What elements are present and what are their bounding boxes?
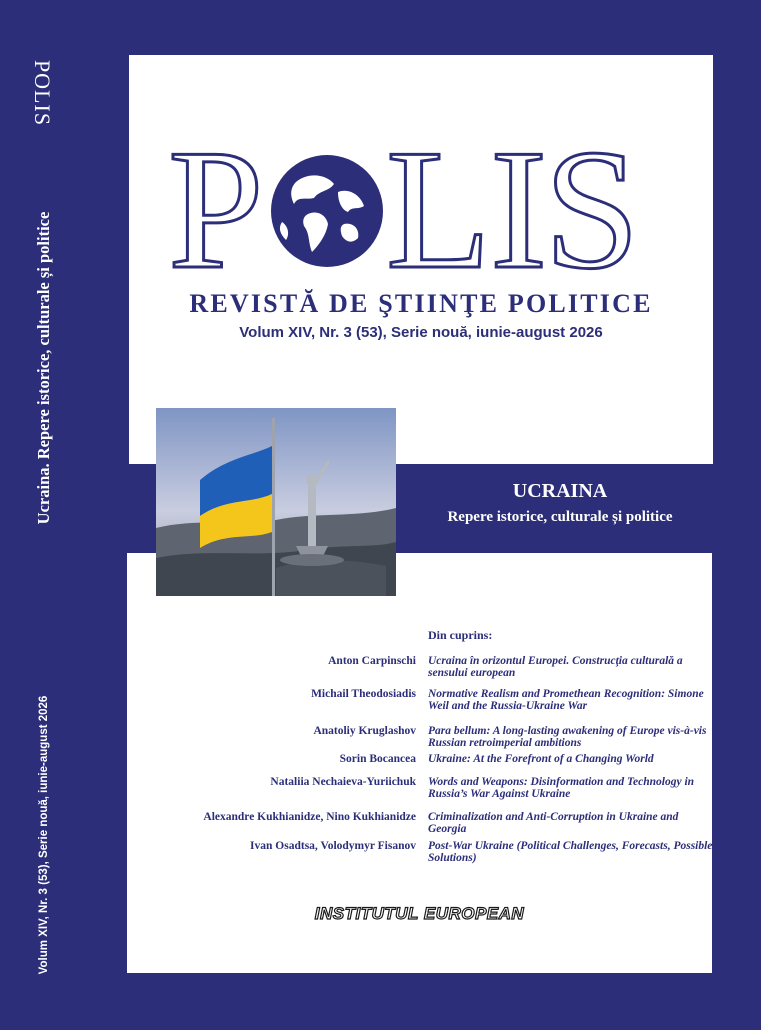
toc-article-title: Words and Weapons: Disinformation and Technology in Russia’s War Against Ukraine <box>428 776 695 800</box>
toc-author: Alexandre Kukhianidze, Nino Kukhianidze <box>203 811 416 823</box>
journal-name: REVISTĂ DE ŞTIINŢE POLITICE <box>189 289 653 318</box>
toc-article-title: Normative Realism and Promethean Recognition: Simone Weil and the Russia-Ukraine War <box>428 688 704 712</box>
kyiv-flag-photo <box>156 408 396 596</box>
toc-author: Ivan Osadtsa, Volodymyr Fisanov <box>250 840 416 852</box>
logo-letter-p: P <box>168 115 264 305</box>
spine-title: Ucraina. Repere istorice, culturale și politice <box>34 211 53 525</box>
toc-article-title: Ukraine: At the Forefront of a Changing World <box>428 753 654 765</box>
logo-letter-i: I <box>490 115 548 305</box>
toc-author: Anatoliy Kruglashov <box>313 725 416 737</box>
spine-volume: Volum XIV, Nr. 3 (53), Serie nouă, iunie-august 2026 <box>38 695 50 975</box>
issue-line: Volum XIV, Nr. 3 (53), Serie nouă, iunie-august 2026 <box>239 324 603 341</box>
globe-icon <box>268 152 386 270</box>
spine-logo: POLIS <box>30 59 55 127</box>
toc-author: Nataliia Nechaieva-Yuriichuk <box>270 776 416 788</box>
theme-subtitle: Repere istorice, culturale și politice <box>447 509 673 525</box>
toc-author: Sorin Bocancea <box>339 753 416 765</box>
toc-author: Michail Theodosiadis <box>311 688 416 700</box>
toc-author: Anton Carpinschi <box>328 655 416 667</box>
toc-article-title: Criminalization and Anti-Corruption in Ukraine and Georgia <box>428 811 679 835</box>
toc-article-title: Post-War Ukraine (Political Challenges, Forecasts, Possible Solutions) <box>428 840 713 864</box>
logo-letter-s: S <box>544 115 640 305</box>
toc-article-title: Ucraina în orizontul Europei. Construcţia culturală a sensului european <box>428 655 683 679</box>
publisher-logo: INSTITUTUL EUROPEAN <box>314 904 525 923</box>
logo-letter-l: L <box>386 115 492 305</box>
theme-title: UCRAINA <box>512 480 608 502</box>
cover-photo <box>156 408 396 596</box>
toc-heading: Din cuprins: <box>428 628 493 642</box>
toc-article-title: Para bellum: A long-lasting awakening of Europe vis-à-vis Russian retroimperial ambitions <box>428 725 707 749</box>
